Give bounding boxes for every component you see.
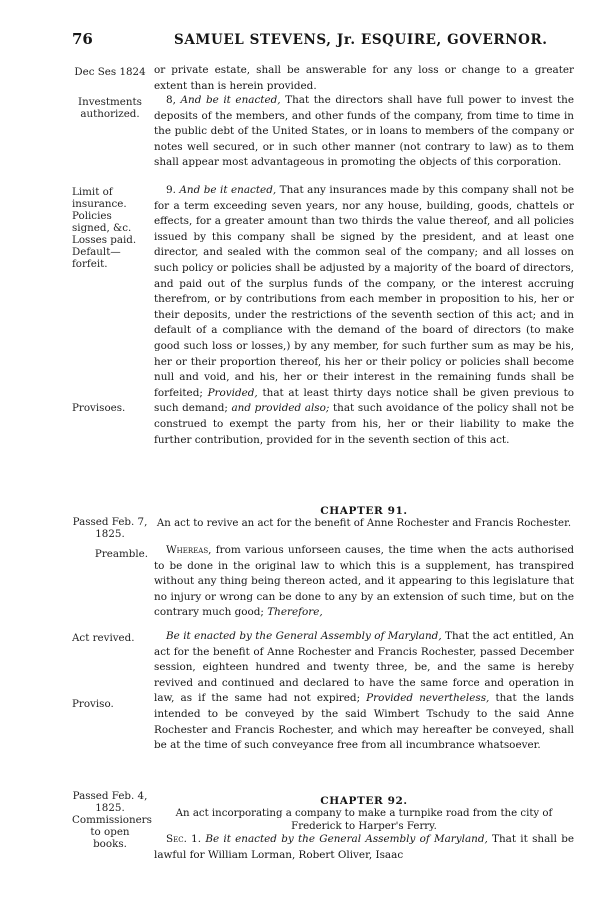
margin-note-passed-91: Passed Feb. 7, 1825.	[72, 516, 148, 540]
chapter-92-title: An act incorporating a company to make a turnpike road from the city of Frederick to Harper's Ferry.	[175, 808, 553, 832]
margin-note-investments: Investments authorized.	[78, 96, 142, 120]
section-9-body-2: that at least thirty days notice shall be given previous to such demand;	[154, 386, 574, 415]
section-8-enacting-clause: And be it enacted,	[180, 94, 281, 106]
preamble-therefore: Therefore,	[267, 606, 323, 619]
carryover-paragraph	[154, 63, 574, 94]
section-9-enacting-clause: And be it enacted,	[179, 184, 277, 196]
chapter-92-section-1	[154, 832, 574, 863]
page-header	[72, 30, 552, 54]
section-9-provided: Provided,	[207, 386, 258, 399]
section-9-provided-also: and provided also;	[231, 402, 330, 415]
margin-note-passed-92: Passed Feb. 4, 1825. Commissioners to open books.	[72, 790, 152, 850]
chapter-92-section-number: Sec. 1.	[166, 833, 206, 845]
preamble-body: from various unforseen causes, the time when the acts authorised to be done in the original law to which this is a supplement, has transpired without any thing being thereon acted, and it appearing to this legislature that no injury or wrong can be done to any by an extension of such time, but on the contrary much good;	[154, 544, 574, 619]
section-9	[154, 183, 574, 448]
margin-note-preamble: Preamble.	[94, 548, 148, 560]
section-8	[154, 93, 574, 171]
section-9-body-3: that such avoidance of the policy shall not be construed to exempt the party from his, her or their liability to make the further contribution, provided for in the seventh section of this act.	[154, 402, 574, 446]
section-8-number: 8,	[166, 94, 181, 106]
chapter-91-title: An act to revive an act for the benefit of Anne Rochester and Francis Rochester.	[156, 518, 572, 529]
chapter-92-enacting-clause: Be it enacted by the General Assembly of Maryland,	[205, 833, 488, 845]
margin-note-session: Dec Ses 1824	[74, 66, 146, 78]
chapter-92-heading: CHAPTER 92.	[320, 795, 408, 807]
section-9-number: 9.	[166, 184, 180, 196]
section-8-body: That the directors shall have full power to invest the deposits of the members, and other funds of the company, from time to time in the public debt of the United States, or in loans to members of the company or notes well secured, or in such other manner (not contrary to law) as to them shall appear most advantageous in promoting the objects of this corporation.	[154, 94, 574, 169]
chapter-91-body: That the act entitled, An act for the benefit of Anne Rochester and Francis Rochester, passed December session, eighteen hundred and twenty three, be, and the same is hereby revived and continued and declared to have the same force and operation in law, as if the same had not expired;	[154, 630, 574, 705]
margin-note-proviso: Proviso.	[72, 698, 114, 710]
chapter-91-provided: Provided nevertheless,	[366, 692, 490, 705]
margin-note-limit: Limit of insurance. Policies signed, &c. Losses paid. Default—forfeit.	[72, 186, 137, 270]
chapter-92-body: That it shall be lawful for William Lorman, Robert Oliver, Isaac	[154, 833, 574, 861]
preamble-paragraph	[154, 543, 574, 621]
carryover-text: or private estate, shall be answerable for any loss or change to a greater extent than is herein provided.	[154, 64, 574, 92]
chapter-91-section	[154, 629, 574, 754]
chapter-91-enacting-clause: Be it enacted by the General Assembly of Maryland,	[166, 630, 442, 642]
section-9-paragraph	[154, 183, 574, 448]
section-9-body: That any insurances made by this company shall not be for a term exceeding seven years, nor any house, building, goods, chattels or effects, for a greater amount than two thirds the value thereof, and all policies issued by this company shall be signed by the president, and at least one director, and sealed with the common seal of the company; and all losses on such policy or policies shall be adjusted by a majority of the board of directors, and paid out of the surplus funds of the company, or the interest accruing therefrom, or by contributions from each member in proposition to his, her or their deposits, under the restrictions of the seventh section of this act; and in default of a compliance with the demand of the board of directors (to make good such loss or losses,) by any member, for such further sum as may be his, her or their proportion thereof, his her or their policy or policies shall become null and void, and his, her or their interest in the remaining funds shall be forfeited;	[154, 184, 574, 399]
section-8-paragraph	[154, 93, 574, 171]
chapter-91-preamble	[154, 543, 574, 621]
page-number: 76	[72, 30, 93, 48]
chapter-91-body-2: that the lands intended to be conveyed by the said Wimbert Tschudy to the said Anne Rochester and Francis Rochester, and which may hereafter be conveyed, shall be at the time of such conveyance free from all incumbrance whatsoever.	[154, 692, 575, 752]
running-title: SAMUEL STEVENS, Jr. ESQUIRE, GOVERNOR.	[174, 32, 548, 48]
preamble-whereas: Whereas,	[166, 544, 212, 556]
chapter-91-heading: CHAPTER 91.	[320, 505, 408, 517]
chapter-91-enactment	[154, 629, 574, 754]
chapter-92-enactment	[154, 832, 574, 863]
margin-note-provisoes: Provisoes.	[72, 402, 126, 414]
margin-note-act-revived: Act revived.	[72, 632, 135, 644]
